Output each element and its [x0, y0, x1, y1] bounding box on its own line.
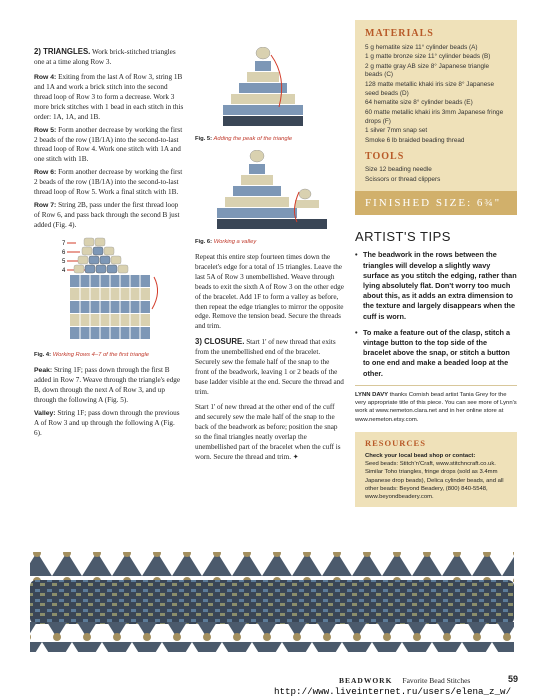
fig4-thread-path	[152, 277, 158, 309]
materials-item: 64 hematite size 8° cylinder beads (E)	[365, 99, 473, 107]
row4-text: Exiting from the last A of Row 3, string 1B and 1A and work a brick stitch into the second thread loop of Row 3 to form a decrease. Work 3 more brick stitches with 1 bead in each stitch in this order: 1A, 1A, and 1B.	[34, 72, 184, 121]
materials-item: 60 matte metallic khaki iris 3mm Japanese fringe drops (F)	[365, 108, 504, 125]
materials-item: 5 g hematite size 11° cylinder beads (A)	[365, 43, 478, 51]
fig5-caption-text: Adding the peak of the triangle	[212, 135, 293, 142]
row7-label: Row 7:	[34, 202, 57, 210]
peak-instruction	[34, 366, 184, 406]
materials-panel	[355, 20, 517, 191]
closure-text: Start 1' of new thread that exits from the unembellished end of the bracelet. Securely sew the female half of the snap to the front of the beadwork, leaving 1 or 2 beads of the base ladder visible at the end. Secure the thread and trim.	[195, 338, 344, 397]
materials-item: 1 g matte bronze size 11° cylinder beads (B)	[365, 53, 491, 61]
materials-item: Smoke 6 lb braided beading thread	[365, 136, 465, 144]
step2-paragraph	[34, 47, 184, 68]
fig6-caption-text: Working a valley	[212, 238, 257, 245]
tip-item	[355, 250, 517, 321]
materials-item: 1 silver 7mm snap set	[365, 127, 428, 135]
peak-text: String 1F; pass down through the first B added in Row 7. Weave through the triangle's edge B, down through the next A of Row 3, and up through the following A (Fig. 5).	[34, 365, 181, 404]
bracelet-bottom-edge	[30, 622, 514, 652]
materials-heading: MATERIALS	[365, 28, 434, 39]
fig4-label-5: 5	[62, 258, 66, 265]
section-name: Favorite Bead Stitches	[402, 676, 471, 685]
peak-label: Peak:	[34, 366, 53, 374]
tip-text: To make a feature out of the clasp, stitch a vintage button to the top side of the bracelet above the snap, or stitch a button to one end and make a beaded loop at the other.	[363, 327, 511, 378]
bullet-icon: •	[355, 327, 358, 337]
fig4-label-4: 4	[62, 267, 66, 274]
tools-item: Scissors or thread clippers	[365, 175, 441, 183]
bracelet-photo	[22, 548, 522, 658]
row5-label: Row 5:	[34, 126, 57, 134]
row6-label: Row 6:	[34, 169, 57, 177]
figure-5-caption	[195, 136, 345, 144]
row6-text: Form another decrease by working the first 2 beads of the row (1B/1A) into the second-to-last thread loop of Row 5. Work a final stitch with 1B.	[34, 168, 183, 197]
tip-text: The beadwork in the rows between the triangles will develop a slightly wavy surface as you stitch the edging, rather than lying absolutely flat. Don't worry too much about this, as it adds an extra dimension to the texture and largely disappears when the cuff is worn.	[363, 250, 517, 321]
row6-instruction	[34, 168, 184, 198]
step2-heading: 2) TRIANGLES.	[34, 47, 91, 56]
figure-4-diagram	[34, 237, 184, 349]
artist-tips-heading: ARTIST'S TIPS	[355, 229, 451, 245]
materials-item: 2 g matte gray AB size 8° Japanese triangle beads (C)	[365, 62, 490, 79]
tools-heading: TOOLS	[365, 150, 405, 162]
repeat-paragraph: Repeat this entire step fourteen times down the bracelet's edge for a total of 15 triangles. Leave the last 5A of Row 3 unembellished. Weave through beads to exit the sixth A of Row 3 on the other edge of the bracelet. Add 1F to form a valley as before, then repeat the edge triangles to mirror the opposite edge. Remove the tension bead. Secure the threads and trim.	[195, 252, 344, 331]
fig4-label-7: 7	[62, 240, 66, 247]
figure-6-diagram	[195, 150, 345, 232]
resources-intro: Check your local bead shop or contact:	[365, 452, 476, 459]
author-name: LYNN DAVY	[355, 391, 389, 398]
row5-text: Form another decrease by working the first 2 beads of the row (1B/1A) into the second-to-last thread loop of Row 4. Work one stitch with 1A and one stitch with 1B.	[34, 125, 183, 164]
row4-label: Row 4:	[34, 73, 57, 81]
materials-item: 128 matte metallic khaki iris size 8° Japanese seed beads (D)	[365, 81, 495, 97]
figure-5-diagram	[195, 47, 345, 129]
author-bio	[355, 385, 517, 424]
fig4-beads	[74, 238, 128, 273]
valley-text: String 1F; pass down through the previous A of Row 3 and up through the following A (Fig. 6).	[34, 408, 180, 437]
fig5-caption-label: Fig. 5:	[195, 135, 213, 142]
watermark-url: http://www.liveinternet.ru/users/elena_z_w/	[274, 686, 512, 697]
row5-instruction	[34, 126, 184, 166]
figure-6-caption	[195, 239, 345, 247]
page-footer	[339, 676, 470, 685]
fig6-caption-label: Fig. 6:	[195, 238, 213, 245]
closure-paragraph-2: Start 1' of new thread at the other end of the cuff and securely sew the male half of the snap to the back of the beadwork as before; position the snap so the final triangles neatly overlap the unembellished part of the bracelet when the cuff is worn. Secure the thread and trim. ✦	[195, 402, 341, 461]
figure-4-caption	[34, 352, 184, 360]
row4-instruction	[34, 73, 184, 123]
row7-instruction	[34, 201, 184, 231]
bracelet-top-edge	[30, 552, 514, 582]
valley-instruction	[34, 409, 184, 439]
column-left	[34, 47, 184, 441]
valley-label: Valley:	[34, 409, 56, 417]
closure-heading: 3) CLOSURE.	[195, 337, 245, 347]
tools-item: Size 12 beading needle	[365, 166, 432, 174]
column-right	[355, 20, 517, 507]
resources-text: Seed beads: Stitch'n'Craft, www.stitchncraft.co.uk. Similar Toho triangles, fringe drops (sold as 3.4mm Japanese drop beads), Delica cylinder beads, and all other beads: Beyond Beadery, (800) 840-5548, www.beyondbeadery.com.	[365, 460, 504, 501]
column-middle	[195, 47, 345, 468]
figure-4	[34, 237, 184, 349]
fig5-triangle	[223, 47, 303, 126]
fig4-label-6: 6	[62, 249, 66, 256]
page-number: 59	[508, 674, 519, 684]
step2-intro: Work brick-stitched triangles one at a time along Row 3.	[34, 48, 176, 66]
fig4-caption-text: Working Rows 4–7 of the first triangle	[51, 351, 150, 358]
fig4-caption-label: Fig. 4:	[34, 351, 52, 358]
magazine-name: BEADWORK	[339, 676, 393, 685]
resources-panel	[355, 432, 517, 507]
row7-text: String 2B, pass under the first thread loop of Row 6, and pass back through the second B just added (Fig. 4).	[34, 201, 180, 229]
fig6-triangles	[217, 150, 327, 229]
tip-item	[355, 328, 517, 379]
author-bio-text: thanks Cornish bead artist Tania Grey for the very appropriate title of this piece. You can see more of Lynn's work at www.nemeton.clara.net and in her online store at www.nemeton.etsy.com.	[355, 391, 517, 423]
closure-paragraph	[195, 337, 345, 398]
resources-heading: RESOURCES	[365, 437, 426, 448]
finished-size-bar: FINISHED SIZE: 6¾"	[355, 191, 517, 215]
bracelet-body	[30, 580, 514, 624]
bullet-icon: •	[355, 250, 358, 260]
